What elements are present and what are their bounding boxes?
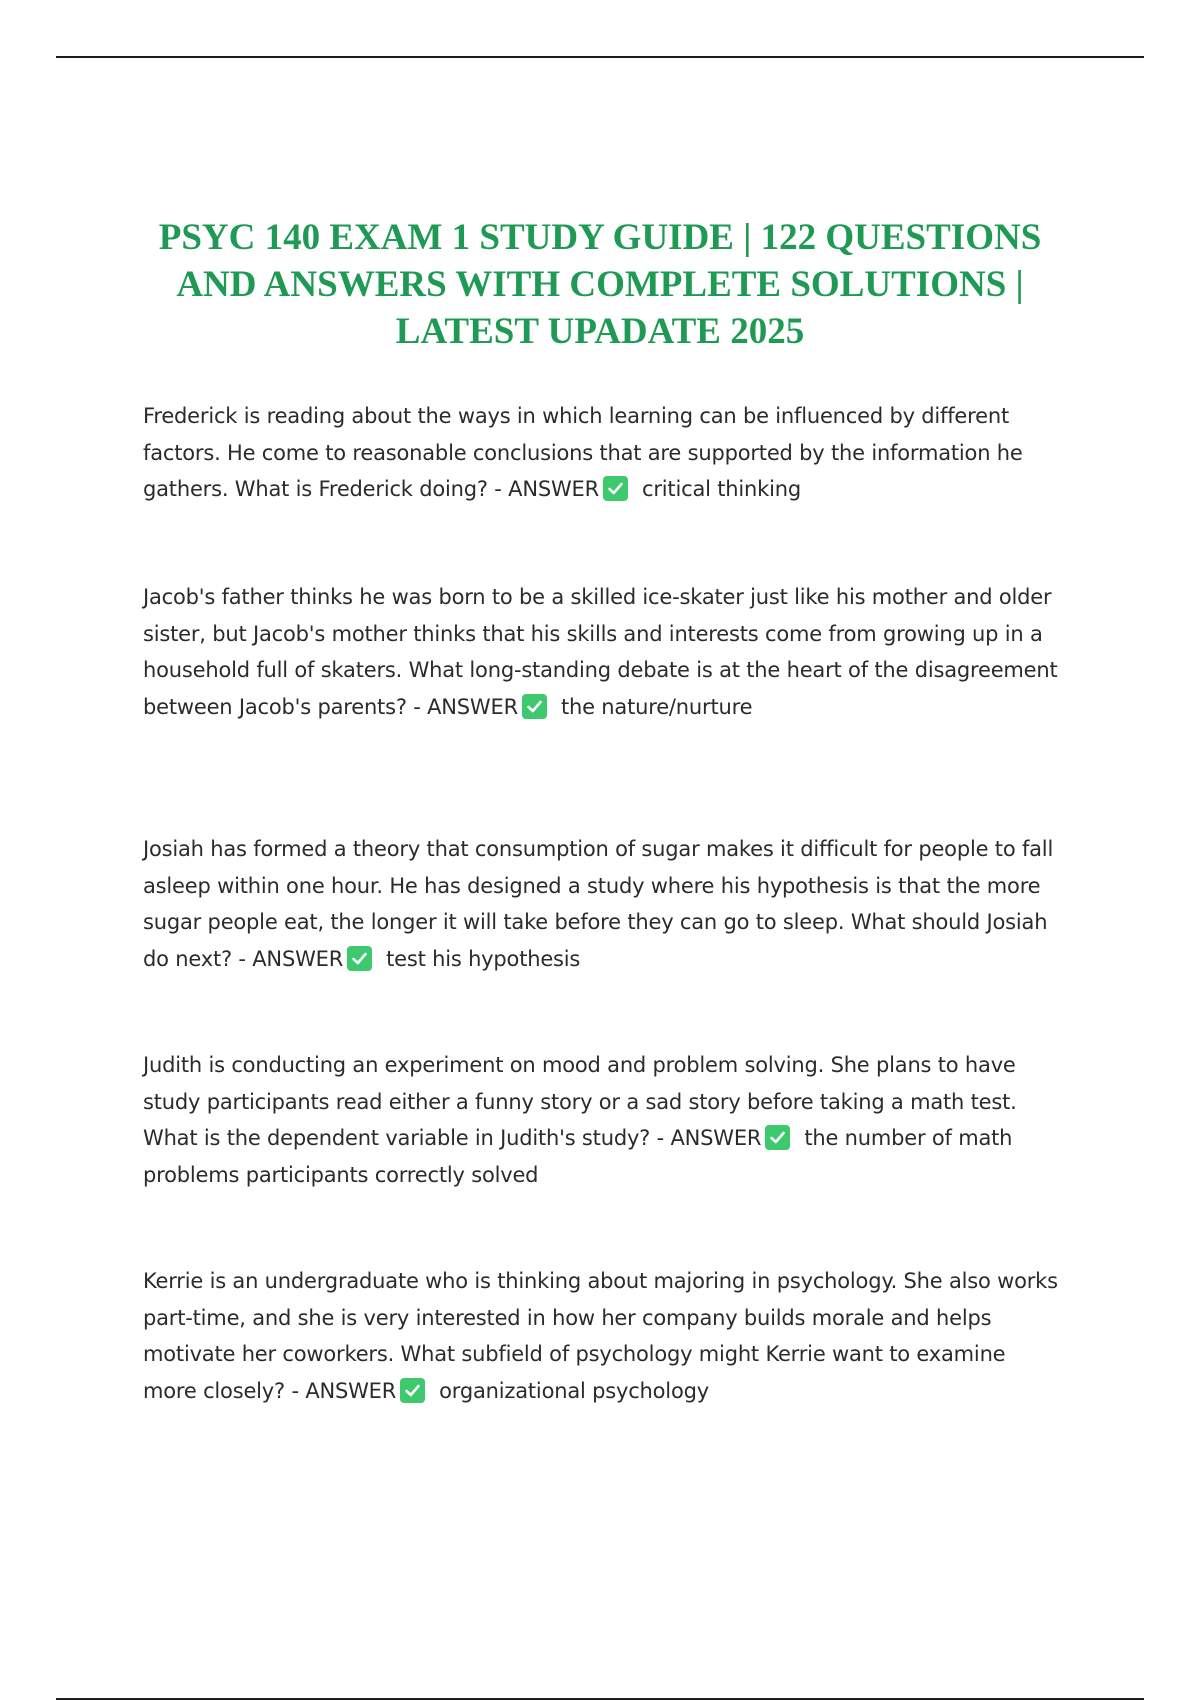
check-mark-icon bbox=[347, 946, 372, 971]
question-text: Josiah has formed a theory that consumption of sugar makes it difficult for people to fall asleep within one hour. He has designed a study where his hypothesis is that the more sugar people eat, the longer it will take before they can go to sleep. What should Josiah do next? - bbox=[143, 837, 1054, 971]
qa-item-1 bbox=[143, 398, 1058, 508]
answer-text: test his hypothesis bbox=[386, 946, 581, 971]
answer-text: organizational psychology bbox=[439, 1378, 709, 1403]
answer-label: ANSWER bbox=[305, 1378, 397, 1403]
qa-item-4 bbox=[143, 1047, 1058, 1193]
answer-text: the number of math problems participants correctly solved bbox=[143, 1126, 1013, 1187]
answer-label: ANSWER bbox=[252, 946, 344, 971]
question-text: Frederick is reading about the ways in which learning can be influenced by different factors. He come to reasonable conclusions that are supported by the information he gathers. What is Frederick doing? - bbox=[143, 404, 1023, 501]
qa-item-2 bbox=[143, 579, 1058, 725]
answer-label: ANSWER bbox=[670, 1126, 762, 1150]
check-mark-icon bbox=[765, 1125, 790, 1150]
top-rule bbox=[56, 56, 1144, 58]
answer-text: the nature/nurture bbox=[560, 694, 753, 719]
qa-item-5 bbox=[143, 1263, 1058, 1409]
check-mark-icon bbox=[603, 476, 628, 501]
check-mark-icon bbox=[522, 694, 547, 719]
question-text: Jacob's father thinks he was born to be a skilled ice-skater just like his mother and older sister, but Jacob's mother thinks that his skills and interests come from growing up in a household full of skaters. What long-standing debate is at the heart of the disagreement between Jacob's parents? - bbox=[143, 585, 1058, 719]
question-text: Kerrie is an undergraduate who is thinking about majoring in psychology. She also works part-time, and she is very interested in how her company builds morale and helps motivate her coworkers. What subfield of psychology might Kerrie want to examine more closely? - bbox=[143, 1269, 1058, 1403]
document-title: PSYC 140 EXAM 1 STUDY GUIDE | 122 QUESTIONS AND ANSWERS WITH COMPLETE SOLUTIONS | LATEST UPADATE 2025 bbox=[158, 217, 1042, 352]
answer-text: critical thinking bbox=[642, 477, 801, 501]
question-text: Judith is conducting an experiment on mood and problem solving. She plans to have study participants read either a funny story or a sad story before taking a math test. What is the dependent variable in Judith's study? - bbox=[143, 1053, 1017, 1150]
answer-label: ANSWER bbox=[508, 477, 600, 501]
check-mark-icon bbox=[400, 1378, 425, 1403]
qa-item-3 bbox=[143, 831, 1058, 977]
answer-label: ANSWER bbox=[427, 694, 518, 719]
